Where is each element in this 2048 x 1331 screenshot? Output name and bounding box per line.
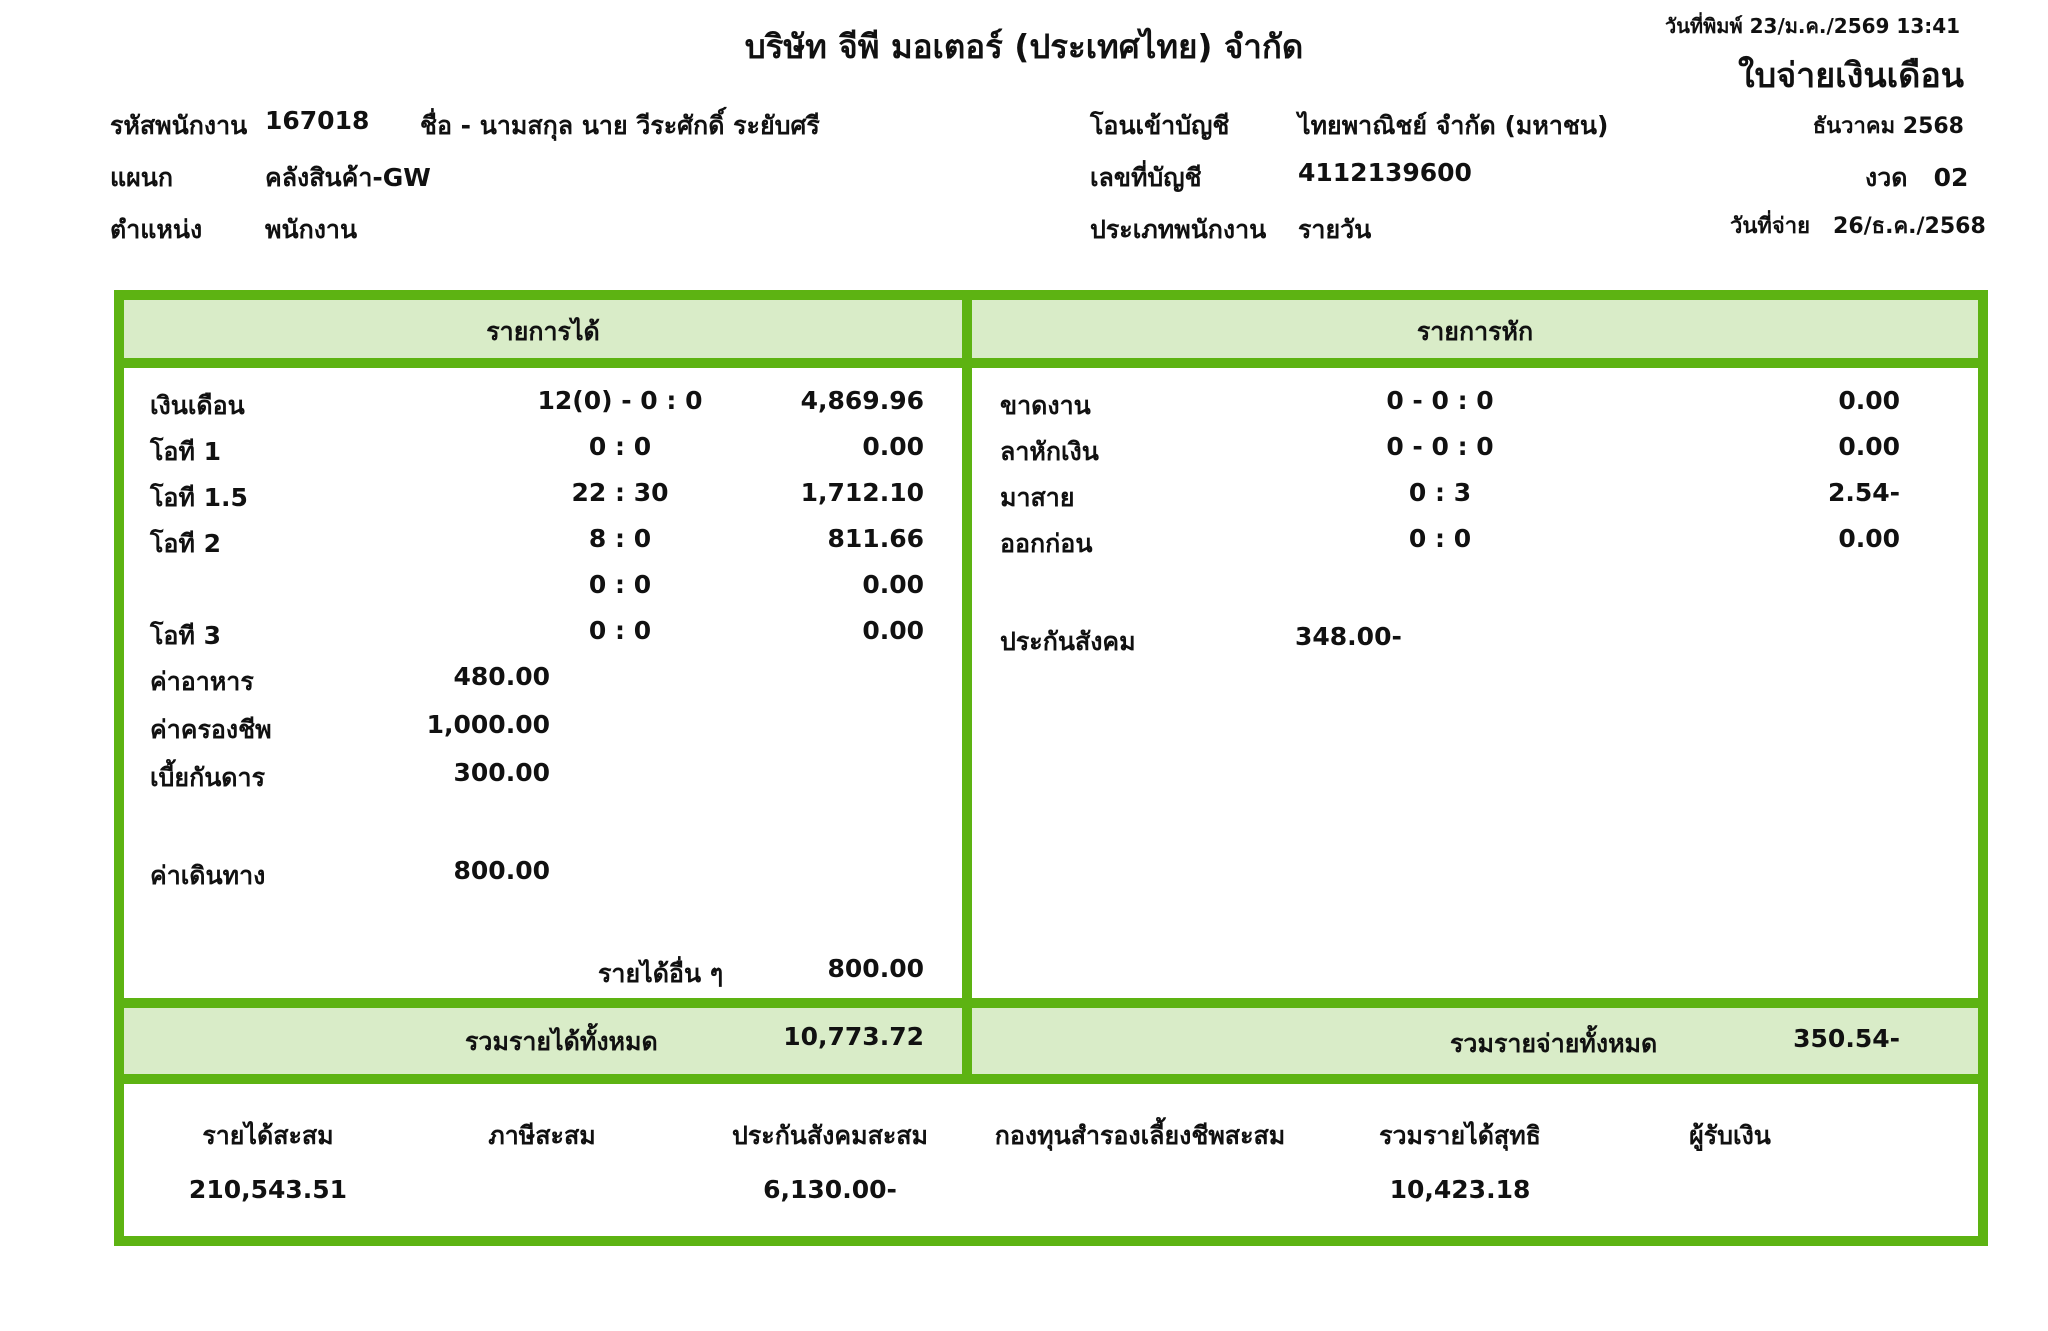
deduction-qty: 0 : 0	[1408, 524, 1472, 553]
ytd-social-label: ประกันสังคมสะสม	[731, 1121, 929, 1150]
period-month: ธันวาคม 2568	[1812, 114, 1964, 139]
allowance-amount: 300.00	[453, 758, 550, 787]
allowance-label: เบี้ยกันดาร	[150, 763, 265, 792]
income-label: โอที 2	[150, 529, 222, 558]
ytd-income-label: รายได้สะสม	[202, 1121, 334, 1150]
other-income-label: รายได้อื่น ๆ	[598, 959, 724, 988]
income-amount: 4,869.96	[800, 386, 924, 415]
pay-date-value: 26/ธ.ค./2568	[1833, 214, 1986, 239]
income-label: โอที 3	[150, 621, 222, 650]
income-label: เงินเดือน	[150, 391, 245, 420]
total-deduction-label: รวมรายจ่ายทั้งหมด	[1450, 1029, 1658, 1058]
allowance-amount: 1,000.00	[426, 710, 550, 739]
print-date	[1665, 10, 1960, 42]
bank-value: ไทยพาณิชย์ จำกัด (มหาชน)	[1298, 111, 1609, 140]
header-divider	[124, 358, 1978, 368]
print-date-value: 23/ม.ค./2569 13:41	[1749, 14, 1961, 38]
installment-label: งวด	[1865, 163, 1908, 192]
company-name: บริษัท จีพี มอเตอร์ (ประเทศไทย) จำกัด	[744, 27, 1304, 66]
deduction-label: ออกก่อน	[1000, 529, 1093, 558]
account-label: เลขที่บัญชี	[1090, 163, 1202, 192]
income-qty: 22 : 30	[571, 478, 669, 507]
allowance-amount: 480.00	[453, 662, 550, 691]
employee-name-value: นาย วีระศักดิ์ ระยับศรี	[581, 111, 820, 140]
deduction-qty: 0 - 0 : 0	[1386, 432, 1494, 461]
deduction-label: มาสาย	[1000, 483, 1075, 512]
department-label: แผนก	[110, 163, 173, 192]
doc-title: ใบจ่ายเงินเดือน	[1738, 56, 1964, 96]
income-amount: 0.00	[862, 570, 924, 599]
column-divider	[962, 300, 972, 1074]
department-value: คลังสินค้า-GW	[265, 163, 431, 192]
installment-value: 02	[1933, 163, 1969, 192]
total-income-label: รวมรายได้ทั้งหมด	[465, 1027, 658, 1056]
deduction-qty: 0 : 3	[1408, 478, 1472, 507]
totals-top-divider	[124, 998, 1978, 1008]
account-value: 4112139600	[1298, 158, 1472, 187]
employee-name	[420, 106, 820, 146]
other-income-value: 800.00	[827, 954, 924, 983]
income-amount: 1,712.10	[800, 478, 924, 507]
bank-label: โอนเข้าบัญชี	[1090, 111, 1230, 140]
deduction-amount: 2.54-	[1827, 478, 1900, 507]
ytd-tax-label: ภาษีสะสม	[488, 1121, 596, 1150]
income-qty: 0 : 0	[588, 432, 652, 461]
deduction-title: รายการหัก	[1416, 317, 1534, 346]
receiver-label: ผู้รับเงิน	[1689, 1121, 1771, 1150]
income-qty: 0 : 0	[588, 570, 652, 599]
net-income-label: รวมรายได้สุทธิ	[1379, 1121, 1541, 1150]
deduction-amount: 0.00	[1838, 432, 1900, 461]
employee-id-value: 167018	[265, 106, 370, 135]
income-amount: 0.00	[862, 432, 924, 461]
income-label: โอที 1.5	[150, 483, 248, 512]
deduction-qty: 0 - 0 : 0	[1386, 386, 1494, 415]
ytd-fund-label: กองทุนสำรองเลี้ยงชีพสะสม	[994, 1121, 1286, 1150]
totals-bottom-divider	[124, 1074, 1978, 1084]
income-qty: 0 : 0	[588, 616, 652, 645]
deduction-label: ขาดงาน	[1000, 391, 1091, 420]
income-amount: 811.66	[827, 524, 924, 553]
income-qty: 8 : 0	[588, 524, 652, 553]
net-income-value: 10,423.18	[1389, 1175, 1531, 1204]
total-deduction-value: 350.54-	[1793, 1024, 1900, 1053]
pay-date	[1730, 208, 1986, 243]
position-value: พนักงาน	[265, 215, 358, 244]
employee-id-label: รหัสพนักงาน	[110, 111, 248, 140]
income-title: รายการได้	[486, 317, 600, 346]
ytd-income-value: 210,543.51	[188, 1175, 348, 1204]
ytd-social-value: 6,130.00-	[763, 1175, 897, 1204]
position-label: ตำแหน่ง	[110, 215, 203, 244]
allowance-label: ค่าเดินทาง	[150, 861, 266, 890]
income-amount: 0.00	[862, 616, 924, 645]
deduction-amount: 0.00	[1838, 524, 1900, 553]
social-security-value: 348.00-	[1295, 622, 1402, 651]
allowance-label: ค่าครองชีพ	[150, 715, 272, 744]
income-label: โอที 1	[150, 437, 222, 466]
pay-date-label: วันที่จ่าย	[1730, 214, 1811, 239]
employee-name-label: ชื่อ - นามสกุล	[420, 111, 574, 140]
social-security-label: ประกันสังคม	[1000, 627, 1136, 656]
deduction-label: ลาหักเงิน	[1000, 437, 1099, 466]
installment	[1865, 158, 1968, 198]
allowance-amount: 800.00	[453, 856, 550, 885]
print-date-label: วันที่พิมพ์	[1665, 14, 1743, 38]
total-income-value: 10,773.72	[783, 1022, 924, 1051]
income-qty: 12(0) - 0 : 0	[537, 386, 703, 415]
employee-type-label: ประเภทพนักงาน	[1090, 215, 1267, 244]
employee-type-value: รายวัน	[1298, 215, 1372, 244]
deduction-amount: 0.00	[1838, 386, 1900, 415]
allowance-label: ค่าอาหาร	[150, 667, 254, 696]
